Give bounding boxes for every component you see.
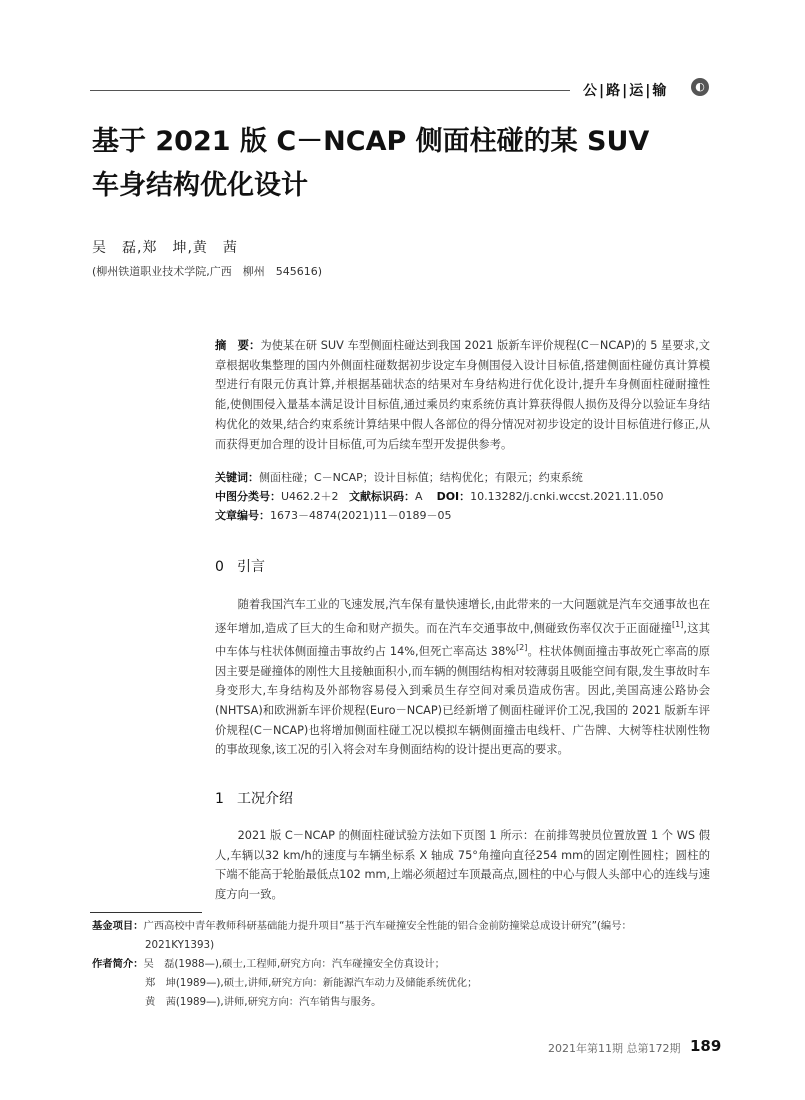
article-title (92, 120, 712, 208)
section-title: 工况介绍 (237, 791, 293, 807)
section-title: 引言 (237, 559, 265, 575)
author-bio-3: 黄 茜(1989—),讲师,研究方向：汽车销售与服务。 (145, 996, 382, 1008)
author-bio-label: 作者简介： (92, 958, 144, 970)
intro-text-b: ,这其中车体与柱状体侧面撞击事故约占 14%,但死亡率高达 38% (215, 621, 711, 658)
intro-paragraph (215, 595, 710, 760)
abstract-label: 摘 要： (215, 339, 261, 352)
keywords-text: 侧面柱碰；C－NCAP；设计目标值；结构优化；有限元；约束系统 (259, 471, 583, 484)
article-number-label: 文章编号： (215, 509, 270, 522)
intro-text-c: 。柱状体侧面撞击事故死亡率高的原因主要是碰撞体的刚性大且接触面积小,而车辆的侧围结构相对较薄弱且吸能空间有限,发生事故时车身变形大,车身结构及外部物容易侵入到乘员生存空间对乘员造成伤害。因此,美国高速公路协会(NHTSA)和欧洲新车评价规程(Euro－NCAP)已经新增了侧面柱碰评价工况,我国的 2021 版新车评价规程(C－NCAP)也将增加侧面柱碰工况以模拟车辆侧面撞击电线杆、广告牌、大树等柱状刚性物的事故现象,该工况的引入将会对车身侧面结构的设计提出更高的要求。 (215, 644, 710, 757)
author-bio (92, 955, 445, 974)
fund-text: 广西高校中青年教师科研基础能力提升项目“基于汽车碰撞安全性能的铝合金前防撞梁总成设计研究”(编号： (143, 920, 632, 932)
section-heading-0 (215, 556, 265, 576)
page-number: 189 (690, 1037, 722, 1055)
citation-ref-1[interactable]: [1] (672, 619, 684, 629)
article-number (215, 507, 452, 523)
title-line-1: 基于 2021 版 C－NCAP 侧面柱碰的某 SUV (92, 126, 650, 157)
title-line-2: 车身结构优化设计 (92, 170, 308, 201)
doi-value: 10.13282/j.cnki.wccst.2021.11.050 (470, 490, 664, 503)
journal-name: 公|路|运|输 (583, 83, 669, 99)
author-bio-2: 郑 坤(1989—),硕士,讲师,研究方向：新能源汽车动力及储能系统优化； (145, 977, 478, 989)
clc-value: U462.2＋2 (281, 490, 339, 503)
fund-note (92, 917, 632, 936)
section-heading-1 (215, 788, 293, 808)
fund-label: 基金项目： (92, 920, 144, 932)
keywords (215, 469, 583, 485)
issue-info: 2021年第11期 总第172期 (548, 1042, 681, 1055)
section-number: 0 (215, 559, 224, 575)
authors: 吴 磊,郑 坤,黄 茜 (92, 240, 238, 256)
journal-logo-icon: ◐ (691, 78, 709, 96)
citation-ref-2[interactable]: [2] (516, 643, 528, 653)
doc-code-label: 文献标识码： (349, 490, 416, 503)
section1-paragraph: 2021 版 C－NCAP 的侧面柱碰试验方法如下页图 1 所示：在前排驾驶员位置放置 1 个 WS 假人,车辆以32 km/h的速度与车辆坐标系 X 轴成 75°角撞向直径254 mm的固定刚性圆柱；圆柱的下端不能高于轮胎最低点102 mm,上端必须超过车顶最高点,圆柱的中心与假人头部中心的连线与速度方向一致。 (215, 829, 710, 902)
fund-text-cont: 2021KY1393) (145, 939, 215, 951)
classification-line (215, 488, 663, 504)
footnote-rule (90, 912, 202, 913)
doc-code-value: A (415, 490, 423, 503)
section-number: 1 (215, 791, 224, 807)
affiliation: (柳州铁道职业技术学院,广西 柳州 545616) (92, 265, 323, 278)
keywords-label: 关键词： (215, 471, 259, 484)
clc-label: 中图分类号： (215, 490, 281, 503)
abstract (215, 336, 710, 454)
article-number-value: 1673－4874(2021)11－0189－05 (270, 509, 452, 522)
abstract-text: 为使某在研 SUV 车型侧面柱碰达到我国 2021 版新车评价规程(C－NCAP)的 5 星要求,文章根据收集整理的国内外侧面柱碰数据初步设定车身侧围侵入设计目标值,搭建侧面柱碰仿真计算模型进行有限元仿真计算,并根据基础状态的结果对车身结构进行优化设计,提升车身侧面柱碰耐撞性能,使侧围侵入量基本满足设计目标值,通过乘员约束系统仿真计算获得假人损伤及得分以验证车身结构优化的效果,结合约束系统计算结果中假人各部位的得分情况对初步设定的设计目标值进行修正,从而获得更加合理的设计目标值,可为后续车型开发提供参考。 (215, 339, 710, 451)
author-bio-1: 吴 磊(1988—),硕士,工程师,研究方向：汽车碰撞安全仿真设计； (143, 958, 445, 970)
doi-label: DOI： (436, 490, 471, 503)
intro-text-a: 随着我国汽车工业的飞速发展,汽车保有量快速增长,由此带来的一大问题就是汽车交通事故也在逐年增加,造成了巨大的生命和财产损失。而在汽车交通事故中,侧碰致伤率仅次于正面碰撞 (215, 598, 710, 635)
header-rule (90, 90, 570, 91)
